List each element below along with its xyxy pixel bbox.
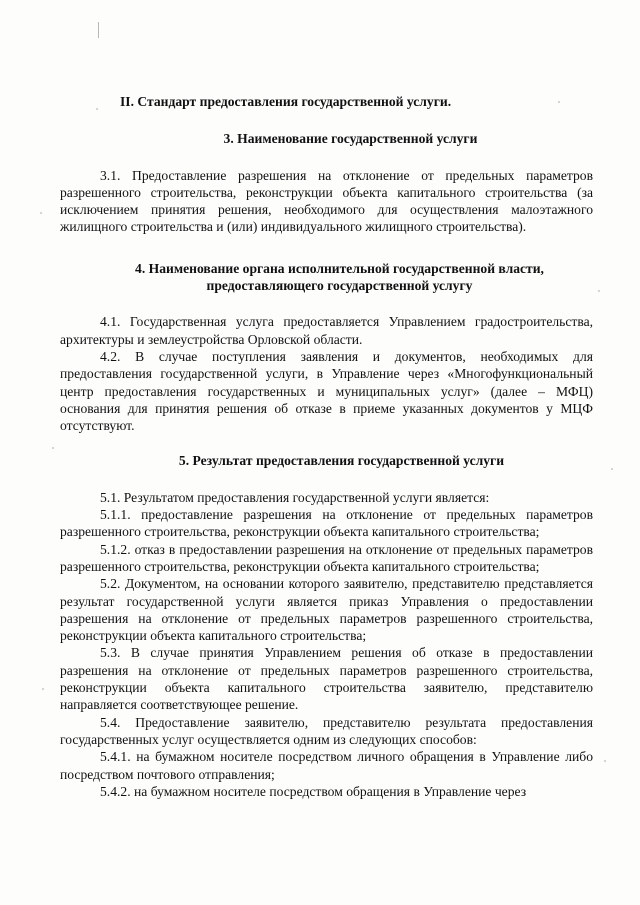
heading-section-3: 3. Наименование государственной услуги xyxy=(223,131,478,147)
paragraph-5-2: 5.2. Документом, на основании которого заявителю, представителю представляется результат государственной услуги является приказ Управления о предоставлении разрешения на отклонение от предельных параметров разрешенного строительства, реконструкции объекта капитального строительства; xyxy=(60,576,593,644)
scan-speck xyxy=(40,212,42,214)
scan-mark xyxy=(98,22,99,38)
paragraph-3-1: 3.1. Предоставление разрешения на отклонение от предельных параметров разрешенного строительства, реконструкции объекта капитального строительства (за исключением принятия решения, необходимого для осуществления малоэтажного жилищного строительства и (или) индивидуального жилищного строительства). xyxy=(60,167,593,235)
paragraph-5-3: 5.3. В случае принятия Управлением решения об отказе в предоставлении разрешения на отклонение от предельных параметров разрешенного строительства, реконструкции объекта капитального строительства заявителю, представителю направляется соответствующее решение. xyxy=(60,645,593,713)
paragraph-5-1-2: 5.1.2. отказ в предоставлении разрешения на отклонение от предельных параметров разрешенного строительства, реконструкции объекта капитального строительства; xyxy=(60,541,593,574)
paragraph-5-4: 5.4. Предоставление заявителю, представителю результата предоставления государственных услуг осуществляется одним из следующих способов: xyxy=(60,714,593,747)
section-title: II. Стандарт предоставления государственной услуги. xyxy=(120,94,452,109)
document-body xyxy=(60,93,593,800)
paragraph-4-2: 4.2. В случае поступления заявления и документов, необходимых для предоставления государственной услуги, в Управление через «Многофункциональный центр предоставления государственных и муниципальных услуг» (далее – МФЦ) основания для принятия решения об отказе в приеме указанных документов у МЦФ отсутствуют. xyxy=(60,348,593,434)
heading-section-5: 5. Результат предоставления государственной услуги xyxy=(178,453,505,469)
scan-speck xyxy=(604,760,606,762)
paragraph-5-4-1: 5.4.1. на бумажном носителе посредством личного обращения в Управление либо посредством почтового отправления; xyxy=(60,749,593,782)
paragraph-5-1-1: 5.1.1. предоставление разрешения на отклонение от предельных параметров разрешенного строительства, реконструкции объекта капитального строительства; xyxy=(60,507,593,540)
heading-section-4-line1: 4. Наименование органа исполнительной государственной власти, xyxy=(135,260,544,276)
paragraph-5-1: 5.1. Результатом предоставления государственной услуги является: xyxy=(100,489,490,505)
paragraph-4-1: 4.1. Государственная услуга предоставляется Управлением градостроительства, архитектуры и землеустройства Орловской области. xyxy=(60,314,593,347)
heading-section-4-line2: предоставляющего государственной услугу xyxy=(206,278,473,294)
paragraph-5-4-2: 5.4.2. на бумажном носителе посредством обращения в Управление через xyxy=(100,783,527,799)
scan-speck xyxy=(42,688,44,690)
scan-speck xyxy=(52,447,54,449)
scan-speck xyxy=(598,290,600,292)
scan-speck xyxy=(611,468,613,470)
